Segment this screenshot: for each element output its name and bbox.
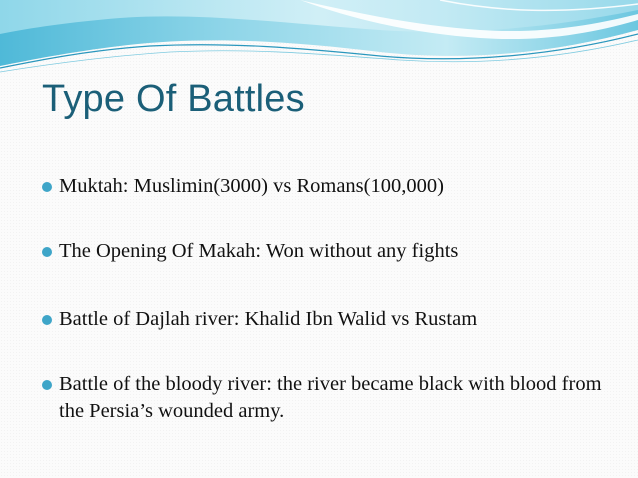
bullet-dot-icon <box>42 380 52 390</box>
bullet-item <box>42 371 602 425</box>
bullet-text: Muktah: Muslimin(3000) vs Romans(100,000) <box>59 175 444 197</box>
bullet-text: Battle of Dajlah river: Khalid Ibn Walid vs Rustam <box>59 308 478 330</box>
slide-title: Type Of Battles <box>42 78 305 120</box>
bullet-dot-icon <box>42 315 52 325</box>
bullet-text: The Opening Of Makah: Won without any fights <box>59 240 459 262</box>
bullet-text: Battle of the bloody river: the river became black with blood from the Persia’s wounded army. <box>59 373 602 422</box>
bullet-item <box>42 238 602 265</box>
bullet-item <box>42 306 602 333</box>
bullet-item <box>42 173 602 200</box>
bullet-dot-icon <box>42 182 52 192</box>
bullet-dot-icon <box>42 247 52 257</box>
